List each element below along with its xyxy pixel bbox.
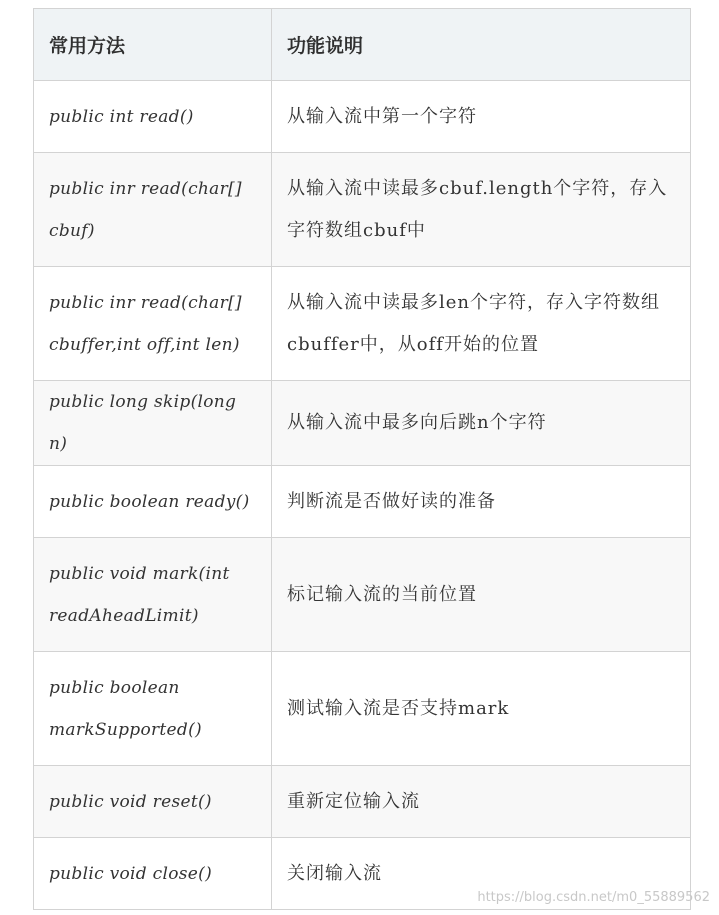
table-row [34, 267, 691, 381]
method-cell: public int read() [34, 81, 272, 153]
header-method: 常用方法 [34, 9, 272, 81]
description-cell: 重新定位输入流 [272, 766, 691, 838]
table-row [34, 153, 691, 267]
description-cell: 从输入流中第一个字符 [272, 81, 691, 153]
method-cell: public inr read(char[] cbuf) [34, 153, 272, 267]
methods-table [33, 8, 691, 910]
table-row [34, 81, 691, 153]
table-row [34, 466, 691, 538]
description-cell: 从输入流中读最多len个字符，存入字符数组cbuffer中，从off开始的位置 [272, 267, 691, 381]
description-cell: 从输入流中最多向后跳n个字符 [272, 381, 691, 466]
table-header-row [34, 9, 691, 81]
table-row [34, 381, 691, 466]
method-cell: public void close() [34, 838, 272, 910]
watermark: https://blog.csdn.net/m0_55889562 [477, 890, 710, 905]
description-cell: 测试输入流是否支持mark [272, 652, 691, 766]
method-cell: public long skip(long n) [34, 381, 272, 466]
description-cell: 标记输入流的当前位置 [272, 538, 691, 652]
table-row [34, 652, 691, 766]
method-cell: public void reset() [34, 766, 272, 838]
description-cell: 从输入流中读最多cbuf.length个字符，存入字符数组cbuf中 [272, 153, 691, 267]
table-row [34, 538, 691, 652]
header-description: 功能说明 [272, 9, 691, 81]
description-cell: 判断流是否做好读的准备 [272, 466, 691, 538]
method-cell: public void mark(int readAheadLimit) [34, 538, 272, 652]
description-cell: 关闭输入流 [272, 838, 691, 910]
method-cell: public inr read(char[] cbuffer,int off,int len) [34, 267, 272, 381]
method-cell: public boolean ready() [34, 466, 272, 538]
table-row [34, 766, 691, 838]
method-cell: public boolean markSupported() [34, 652, 272, 766]
